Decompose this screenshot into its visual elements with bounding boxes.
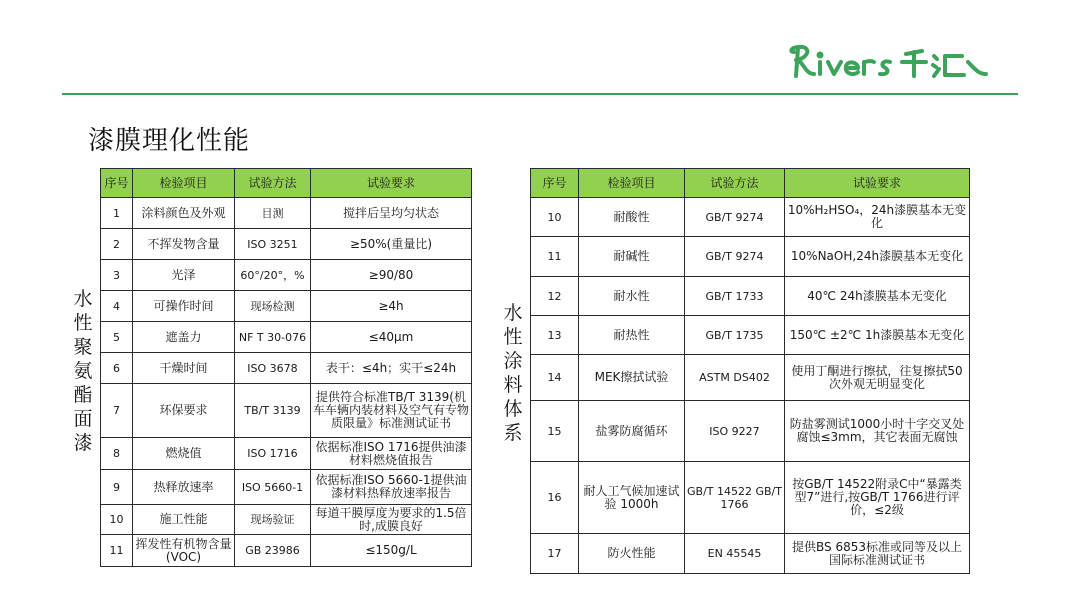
test-item: 干燥时间 (133, 353, 235, 384)
row-number: 7 (101, 384, 133, 438)
table-row (101, 260, 472, 291)
table-row (101, 322, 472, 353)
row-number: 10 (531, 198, 579, 237)
test-item: 耐水性 (579, 277, 685, 316)
test-method: 现场检测 (235, 291, 311, 322)
test-requirement: 按GB/T 14522附录C中“暴露类型7”进行,按GB/T 1766进行评价，≤2级 (785, 462, 970, 534)
test-requirement: ≥4h (311, 291, 472, 322)
table-row (531, 277, 970, 316)
header-item: 检验项目 (579, 169, 685, 198)
test-method: GB 23986 (235, 535, 311, 567)
test-requirement: 使用丁酮进行擦拭，往复擦拭50次外观无明显变化 (785, 355, 970, 401)
test-method: GB/T 9274 (685, 198, 785, 237)
rivers-logo (788, 38, 993, 84)
row-number: 13 (531, 316, 579, 355)
row-number: 15 (531, 401, 579, 462)
test-method: NF T 30-076 (235, 322, 311, 353)
test-item: 热释放速率 (133, 470, 235, 505)
test-requirement: ≥50%(重量比) (311, 229, 472, 260)
table-row (101, 291, 472, 322)
test-item: 遮盖力 (133, 322, 235, 353)
row-number: 17 (531, 534, 579, 574)
header-method: 试验方法 (235, 169, 311, 198)
test-requirement: 10%H₂HSO₄，24h漆膜基本无变化 (785, 198, 970, 237)
table-row (531, 401, 970, 462)
test-method: GB/T 14522 GB/T 1766 (685, 462, 785, 534)
header-divider (62, 93, 1018, 95)
table-row (101, 470, 472, 505)
table-header-row (531, 169, 970, 198)
row-number: 1 (101, 198, 133, 229)
test-item: MEK擦拭试验 (579, 355, 685, 401)
test-item: 环保要求 (133, 384, 235, 438)
test-item: 盐雾防腐循环 (579, 401, 685, 462)
test-method: GB/T 1735 (685, 316, 785, 355)
table-row (531, 316, 970, 355)
table-row (101, 535, 472, 567)
test-item: 燃烧值 (133, 438, 235, 470)
header-no: 序号 (531, 169, 579, 198)
left-category-label: 水性聚氨酯面漆 (73, 288, 93, 454)
table-row (101, 353, 472, 384)
test-item: 光泽 (133, 260, 235, 291)
table-row (531, 237, 970, 277)
test-requirement: ≤40μm (311, 322, 472, 353)
test-method: ISO 3251 (235, 229, 311, 260)
row-number: 10 (101, 505, 133, 535)
row-number: 11 (531, 237, 579, 277)
test-item: 防火性能 (579, 534, 685, 574)
row-number: 12 (531, 277, 579, 316)
row-number: 16 (531, 462, 579, 534)
test-requirement: 防盐雾测试1000小时十字交叉处腐蚀≤3mm，其它表面无腐蚀 (785, 401, 970, 462)
test-method: 现场验证 (235, 505, 311, 535)
test-method: ISO 5660-1 (235, 470, 311, 505)
test-requirement: 10%NaOH,24h漆膜基本无变化 (785, 237, 970, 277)
test-requirement: 150℃ ±2℃ 1h漆膜基本无变化 (785, 316, 970, 355)
row-number: 2 (101, 229, 133, 260)
table-row (531, 534, 970, 574)
table-row (531, 198, 970, 237)
row-number: 6 (101, 353, 133, 384)
test-requirement: 提供BS 6853标准或同等及以上国际标准测试证书 (785, 534, 970, 574)
row-number: 8 (101, 438, 133, 470)
table-row (101, 384, 472, 438)
right-category-label: 水性涂料体系 (503, 302, 523, 444)
header-requirement: 试验要求 (785, 169, 970, 198)
test-requirement: 提供符合标准TB/T 3139(机车车辆内装材料及空气有专物质限量》标准测试证书 (311, 384, 472, 438)
test-item: 涂料颜色及外观 (133, 198, 235, 229)
test-requirement: 依据标准ISO 1716提供油漆材料燃烧值报告 (311, 438, 472, 470)
left-spec-table (100, 168, 472, 567)
test-requirement: ≤150g/L (311, 535, 472, 567)
header-no: 序号 (101, 169, 133, 198)
row-number: 3 (101, 260, 133, 291)
test-requirement: 依据标准ISO 5660-1提供油漆材料热释放速率报告 (311, 470, 472, 505)
row-number: 14 (531, 355, 579, 401)
table-row (101, 198, 472, 229)
table-row (101, 229, 472, 260)
table-row (531, 355, 970, 401)
row-number: 4 (101, 291, 133, 322)
row-number: 11 (101, 535, 133, 567)
test-method: GB/T 9274 (685, 237, 785, 277)
table-row (531, 462, 970, 534)
test-method: ISO 1716 (235, 438, 311, 470)
test-item: 耐碱性 (579, 237, 685, 277)
test-item: 耐人工气候加速试验 1000h (579, 462, 685, 534)
test-method: ISO 9227 (685, 401, 785, 462)
test-method: ASTM DS402 (685, 355, 785, 401)
test-item: 挥发性有机物含量(VOC) (133, 535, 235, 567)
test-requirement: 40℃ 24h漆膜基本无变化 (785, 277, 970, 316)
test-requirement: 搅拌后呈均匀状态 (311, 198, 472, 229)
table-header-row (101, 169, 472, 198)
test-item: 施工性能 (133, 505, 235, 535)
test-method: TB/T 3139 (235, 384, 311, 438)
test-item: 可操作时间 (133, 291, 235, 322)
test-method: ISO 3678 (235, 353, 311, 384)
test-item: 耐酸性 (579, 198, 685, 237)
test-method: 60°/20°，% (235, 260, 311, 291)
test-requirement: 表干：≤4h；实干≤24h (311, 353, 472, 384)
test-method: EN 45545 (685, 534, 785, 574)
header-requirement: 试验要求 (311, 169, 472, 198)
page-title: 漆膜理化性能 (88, 126, 251, 156)
header-method: 试验方法 (685, 169, 785, 198)
test-item: 不挥发物含量 (133, 229, 235, 260)
table-row (101, 505, 472, 535)
row-number: 5 (101, 322, 133, 353)
table-row (101, 438, 472, 470)
test-method: GB/T 1733 (685, 277, 785, 316)
row-number: 9 (101, 470, 133, 505)
right-spec-table (530, 168, 970, 574)
test-requirement: 每道干膜厚度为要求的1.5倍时,成膜良好 (311, 505, 472, 535)
test-item: 耐热性 (579, 316, 685, 355)
header-item: 检验项目 (133, 169, 235, 198)
test-requirement: ≥90/80 (311, 260, 472, 291)
test-method: 目测 (235, 198, 311, 229)
